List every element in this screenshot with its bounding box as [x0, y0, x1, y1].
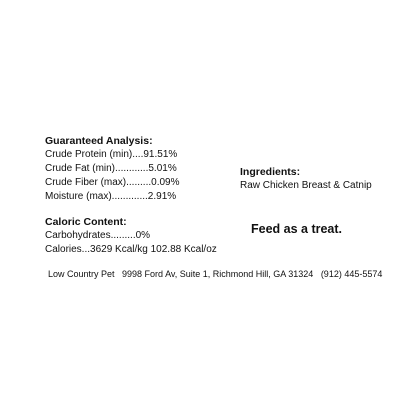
caloric-content-section	[45, 215, 217, 257]
calories-line: Calories...3629 Kcal/kg 102.88 Kcal/oz	[45, 244, 217, 255]
ingredients-text: Raw Chicken Breast & Catnip	[240, 180, 372, 191]
guaranteed-analysis-heading: Guaranteed Analysis:	[45, 135, 153, 147]
carbohydrates-line: Carbohydrates.........0%	[45, 230, 151, 241]
guaranteed-analysis-section	[45, 134, 180, 204]
crude-fiber-line: Crude Fiber (max).........0.09%	[45, 177, 180, 188]
crude-fat-line: Crude Fat (min)............5.01%	[45, 163, 177, 174]
company-footer	[48, 269, 382, 279]
crude-protein-line: Crude Protein (min)....91.51%	[45, 149, 178, 160]
ingredients-heading: Ingredients:	[240, 166, 301, 178]
feeding-note: Feed as a treat.	[251, 222, 343, 236]
caloric-content-heading: Caloric Content:	[45, 216, 127, 228]
footer-text: Low Country Pet 9998 Ford Av, Suite 1, Richmond Hill, GA 31324 (912) 445-5574	[48, 269, 383, 279]
moisture-line: Moisture (max).............2.91%	[45, 191, 177, 202]
ingredients-section	[240, 165, 372, 193]
